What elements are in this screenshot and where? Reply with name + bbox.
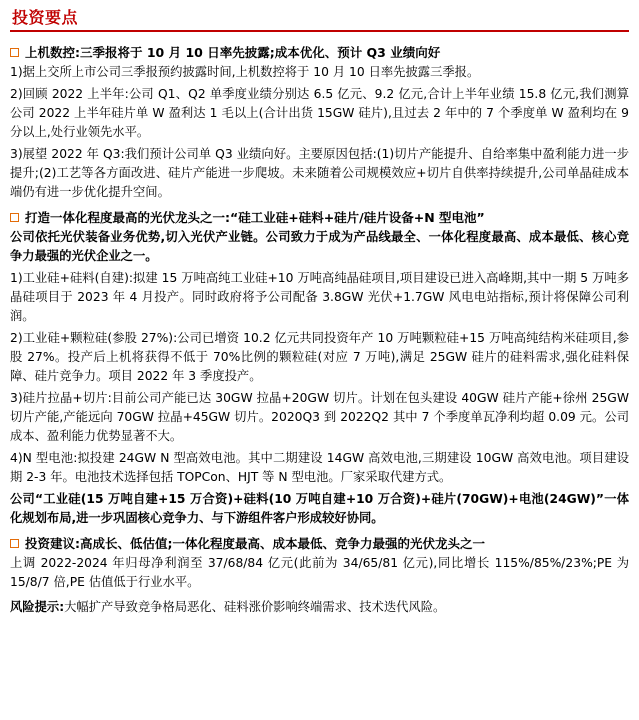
page-title: 投资要点 [12,8,79,27]
para-strategy: 公司依托光伏装备业务优势,切入光伏产业链。公司致力于成为产品线最全、一体化程度最高、成本最低、核心竞争力最强的光伏企业之一。 [10,230,629,263]
risk-label: 风险提示: [10,600,65,614]
highlight-heading-2: 打造一体化程度最高的光伏龙头之一:“硅工业硅+硅料+硅片/硅片设备+N 型电池” [25,210,485,225]
para-n-type-cell: 4)N 型电池:拟投建 24GW N 型高效电池。其中二期建设 14GW 高效电池,三期建设 10GW 高效电池。项目建设期 2-3 年。电池技术选择包括 TOPCon、HJT 等 N 型电池。厂家采取代建方式。 [10,451,629,484]
square-bullet-icon [10,539,19,548]
highlight-heading-1: 上机数控:三季报将于 10 月 10 日率先披露;成本优化、预计 Q3 业绩向好 [25,45,441,60]
para-q3-outlook: 3)展望 2022 年 Q3:我们预计公司单 Q3 业绩向好。主要原因包括:(1)切片产能提升、自给率集中盈利能力进一步提升;(2)工艺等各方面改进、硅片产能进一步爬坡。未来随着公司规模效应+切片自供率持续提升,公司单晶硅成本端仍有进一步优化提升空间。 [10,147,629,199]
title-banner [10,8,629,32]
para-h1-review: 2)回顾 2022 上半年:公司 Q1、Q2 单季度业绩分别达 6.5 亿元、9.2 亿元,合计上半年业绩 15.8 亿元,我们测算公司 2022 上半年硅片单 W 盈利达 1 毛以上(合计出货 15GW 硅片),且过去 2 年中的 7 个季度单 W 盈利均在 9 分以上,处行业领先水平。 [10,87,629,139]
highlight-heading-3-row [10,535,629,552]
highlight-heading-2-row [10,209,629,226]
highlight-heading-1-row [10,44,629,61]
para-granular-silicon: 2)工业硅+颗粒硅(参股 27%):公司已增资 10.2 亿元共同投资年产 10 万吨颗粒硅+15 万吨高纯结构米硅项目,参股 27%。投产后上机将获得不低于 70%比例的颗粒硅(对应 7 万吨),满足 25GW 硅片的硅料需求,强化硅料保障、硅片竞争力。项目 2022 年 3 季度投产。 [10,331,629,383]
square-bullet-icon [10,213,19,222]
highlight-heading-3: 投资建议:高成长、低估值;一体化程度最高、成本最低、竞争力最强的光伏龙头之一 [25,536,485,551]
risk-text: 大幅扩产导致竞争格局恶化、硅料涨价影响终端需求、技术迭代风险。 [64,600,446,614]
para-q3-disclosure: 1)据上交所上市公司三季报预约披露时间,上机数控将于 10 月 10 日率先披露三季报。 [10,65,480,79]
para-integration-summary: 公司“工业硅(15 万吨自建+15 万合资)+硅料(10 万吨自建+10 万合资)+硅片(70GW)+电池(24GW)”一体化规划布局,进一步巩固核心竞争力、与下游组件客户形成较好协同。 [10,492,629,525]
para-pulling-slicing: 3)硅片拉晶+切片:目前公司产能已达 30GW 拉晶+20GW 切片。计划在包头建设 40GW 硅片产能+徐州 25GW 切片产能,产能远向 70GW 拉晶+45GW 切片。2020Q3 到 2022Q2 其中 7 个季度单瓦净利均超 0.09 元。公司成本、盈利能力优势显著不大。 [10,391,629,443]
square-bullet-icon [10,48,19,57]
para-investment-advice: 上调 2022-2024 年归母净利润至 37/68/84 亿元(此前为 34/65/81 亿元),同比增长 115%/85%/23%;PE 为 15/8/7 倍,PE 估值低于行业水平。 [10,556,629,589]
para-industrial-silicon: 1)工业硅+硅料(自建):拟建 15 万吨高纯工业硅+10 万吨高纯晶硅项目,项目建设已进入高峰期,其中一期 5 万吨多晶硅项目于 2023 年 4 月投产。同时政府将予公司配备 3.8GW 光伏+1.7GW 风电电站指标,预计将保障公司利润。 [10,271,629,323]
risk-note [10,598,629,617]
